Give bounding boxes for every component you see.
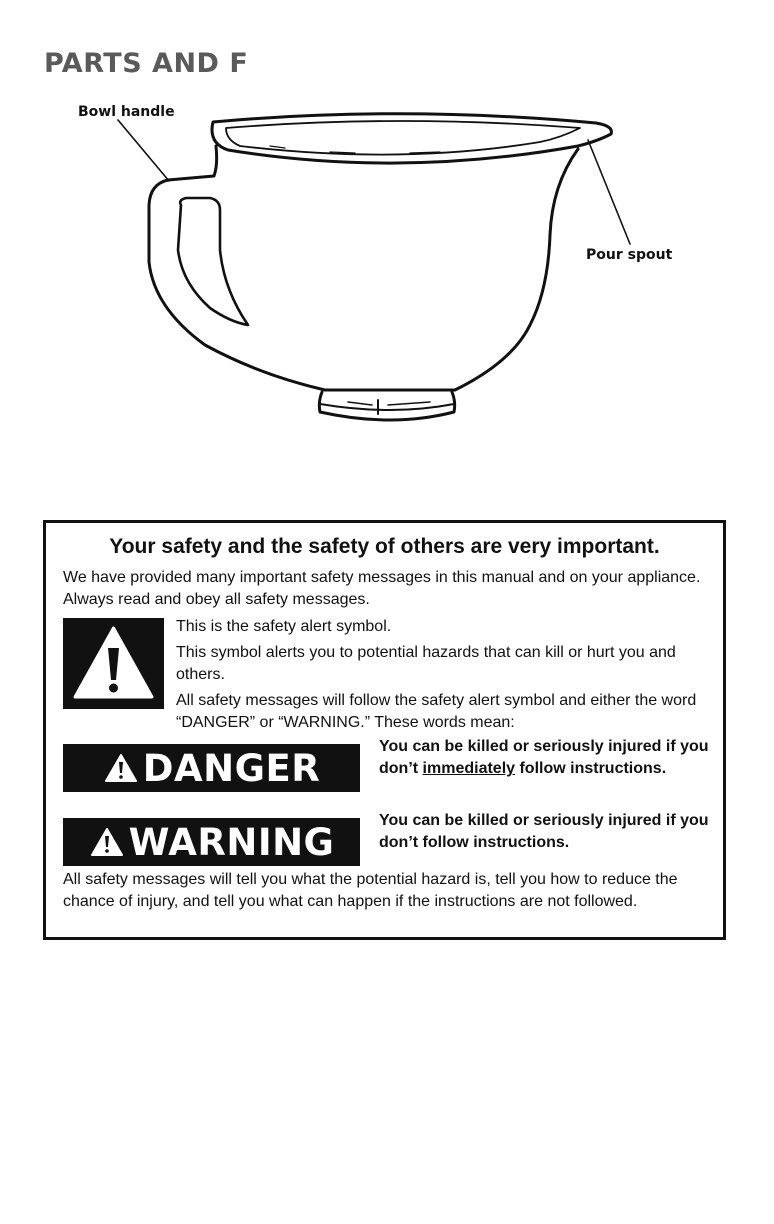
warning-triangle-icon bbox=[103, 752, 139, 784]
warning-signal-bar bbox=[63, 818, 360, 866]
bowl-handle-label: Bowl handle bbox=[78, 104, 175, 120]
alert-description: This symbol alerts you to potential hazards that can kill or hurt you and others. bbox=[176, 644, 676, 683]
danger-label: DANGER bbox=[142, 746, 321, 790]
safety-intro: We have provided many important safety messages in this manual and on your appliance. Always read and obey all safety messages. bbox=[63, 569, 701, 608]
safety-alert-symbol bbox=[63, 618, 164, 709]
danger-description-end: follow instructions. bbox=[515, 760, 667, 777]
mixing-bowl-illustration bbox=[0, 90, 774, 450]
safety-heading: Your safety and the safety of others are very important. bbox=[109, 535, 660, 558]
safety-closing: All safety messages will tell you what the potential hazard is, tell you how to reduce the chance of injury, and tell you what can happen if the instructions are not followed. bbox=[63, 871, 678, 910]
warning-description: You can be killed or seriously injured if you don’t follow instructions. bbox=[379, 812, 709, 851]
warning-triangle-icon bbox=[63, 618, 164, 709]
signal-words-line: All safety messages will follow the safety alert symbol and either the word “DANGER” or “WARNING.” These words mean: bbox=[176, 692, 697, 731]
section-title: PARTS AND F bbox=[44, 48, 249, 79]
warning-label: WARNING bbox=[128, 820, 335, 864]
safety-notice bbox=[43, 520, 726, 940]
danger-description-start: You can be killed or seriously injured if you don’t bbox=[379, 738, 709, 777]
warning-triangle-icon bbox=[89, 826, 125, 858]
alert-symbol-line: This is the safety alert symbol. bbox=[176, 618, 392, 635]
pour-spout-label: Pour spout bbox=[586, 247, 673, 263]
danger-signal-bar bbox=[63, 744, 360, 792]
danger-description bbox=[379, 736, 719, 780]
danger-description-emphasis: immediately bbox=[422, 760, 516, 777]
alert-explanation bbox=[176, 616, 721, 738]
